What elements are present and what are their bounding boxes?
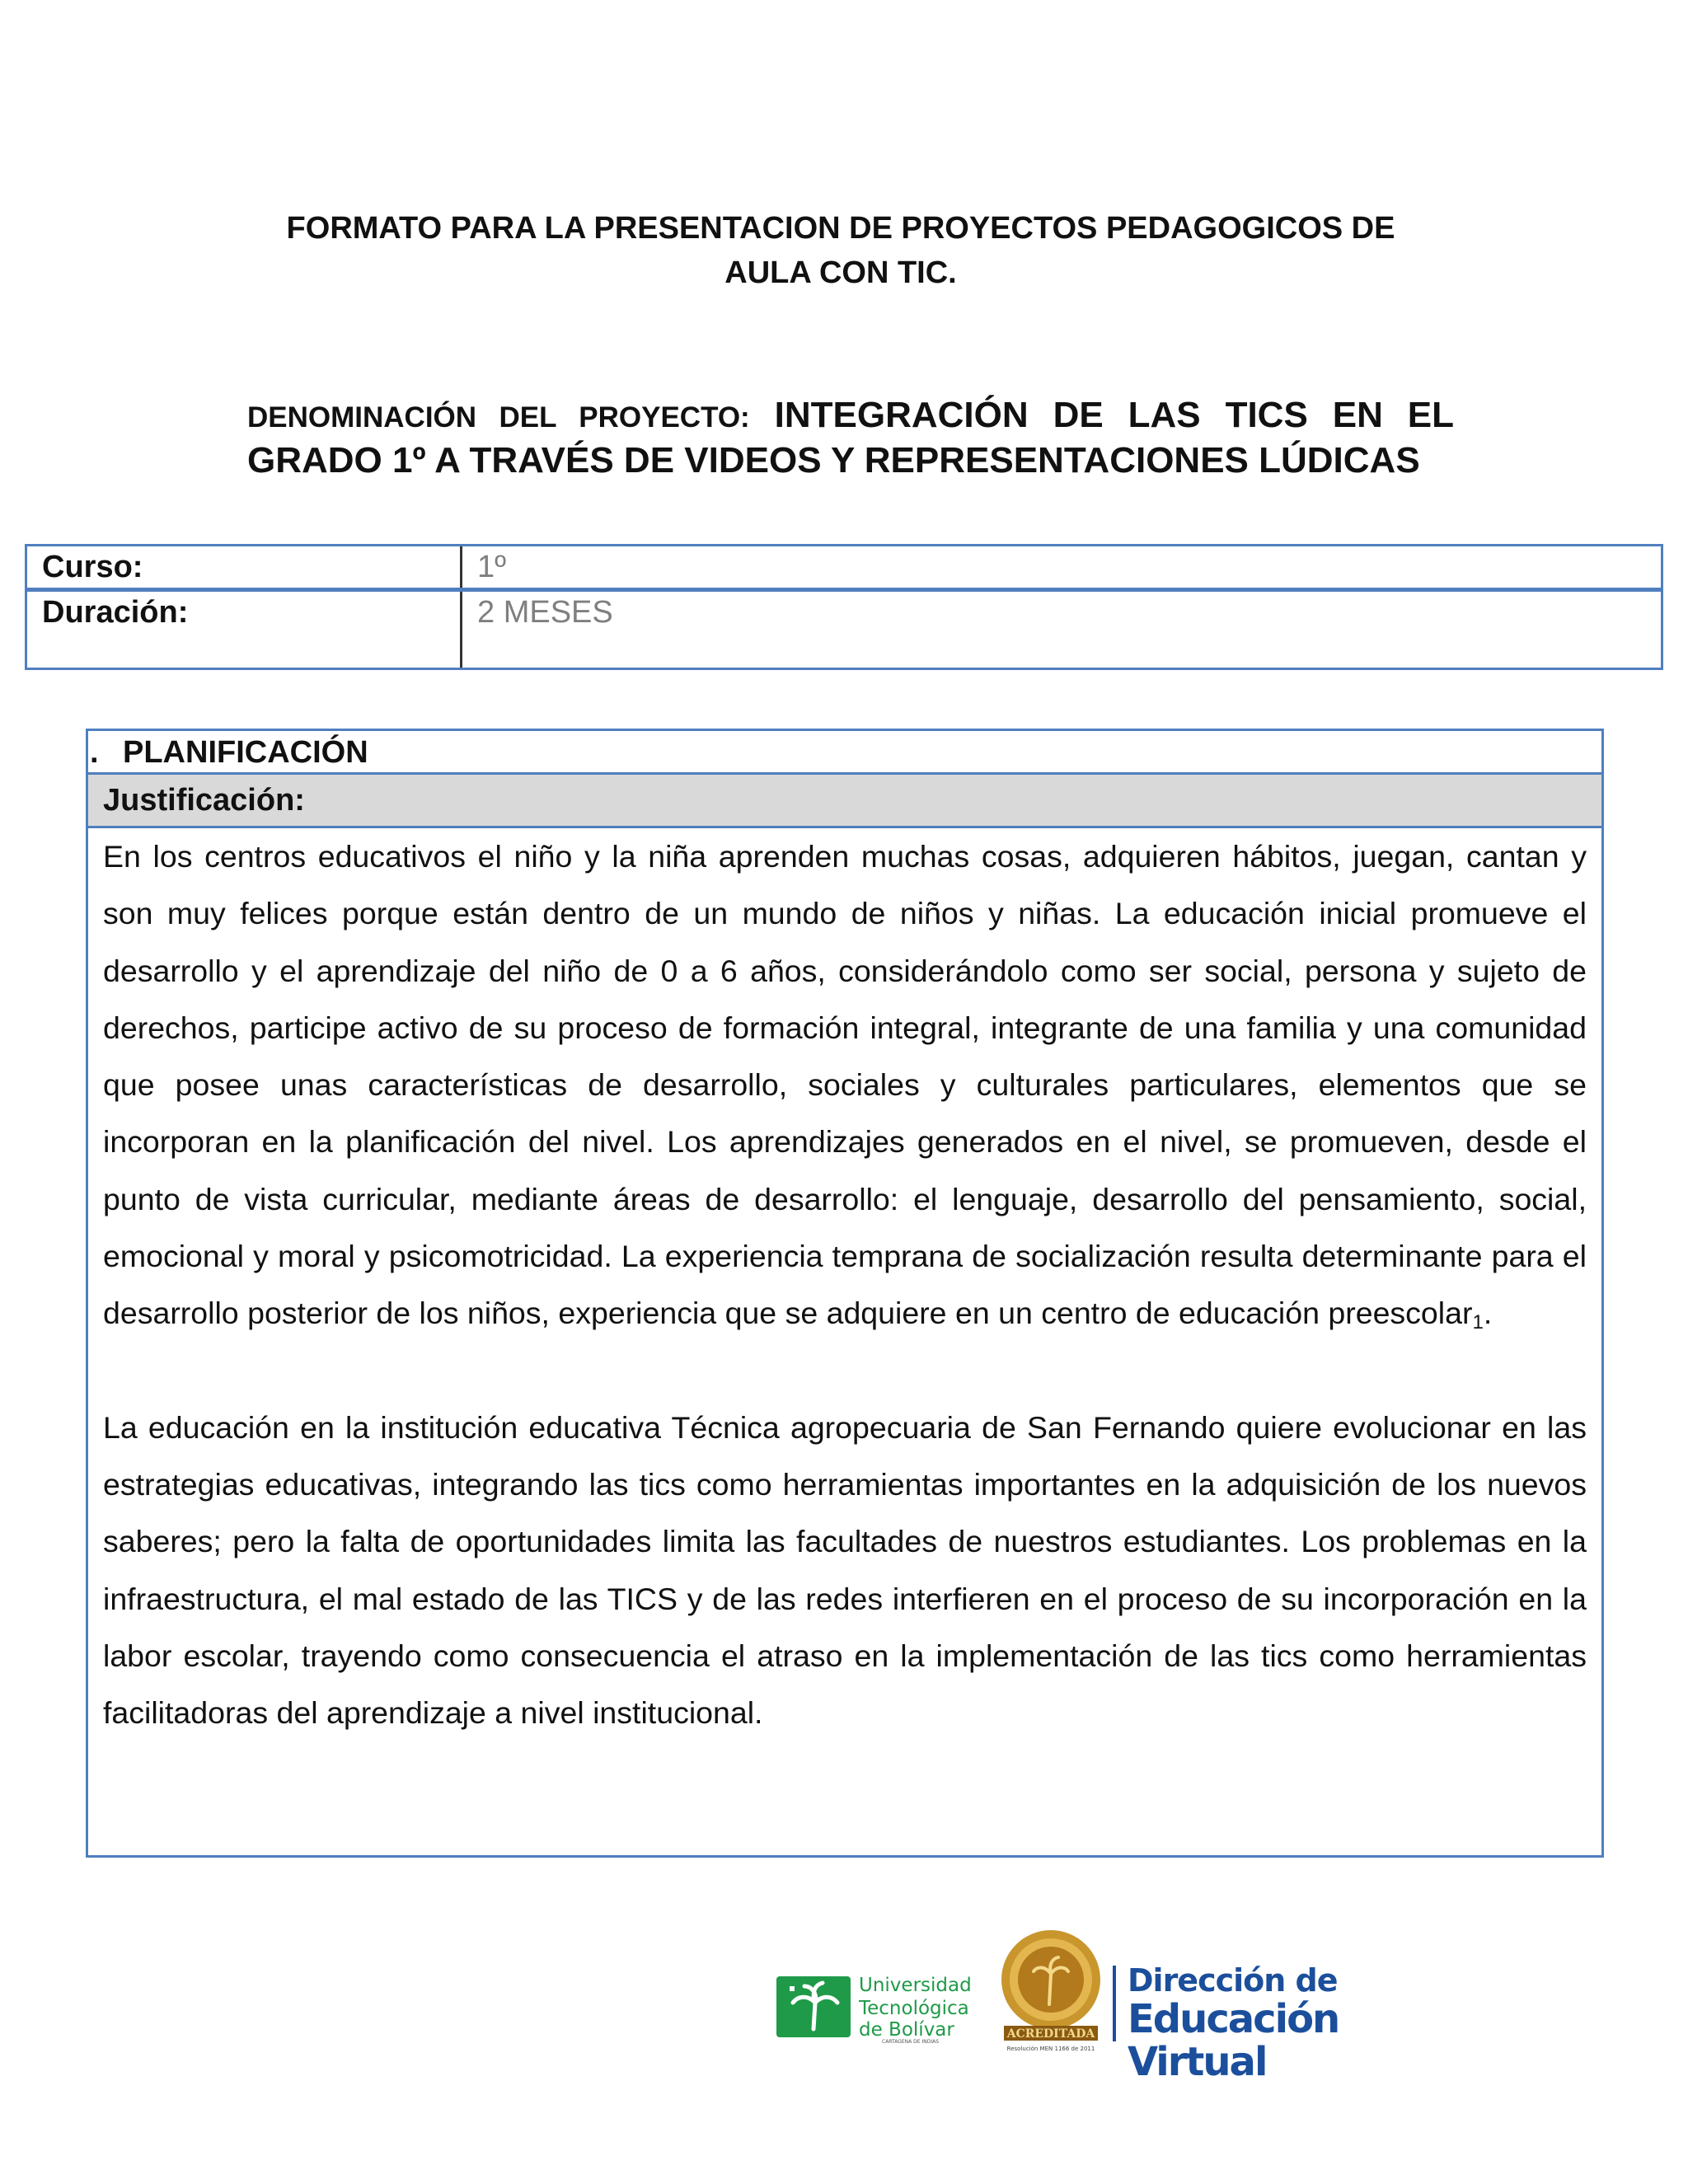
paragraph-1-end: . (1483, 1296, 1493, 1331)
duration-value: 2 MESES (477, 595, 613, 630)
project-name-block (247, 394, 1454, 482)
project-label: DENOMINACIÓN DEL PROYECTO: (247, 401, 750, 434)
virtual-education-line1: Dirección de (1128, 1962, 1338, 1999)
planning-section (86, 729, 1604, 1858)
utb-name-line2: Tecnológica (859, 1998, 969, 2019)
utb-logo (775, 1970, 985, 2044)
justification-body (88, 828, 1601, 1741)
accreditation-seal (997, 1929, 1104, 2056)
course-row (27, 546, 1661, 592)
course-value: 1º (477, 550, 507, 584)
duration-label: Duración: (27, 592, 462, 668)
paragraph-1-text: En los centros educativos el niño y la niña aprenden muchas cosas, adquieren hábitos, juegan, cantan y son muy felices porque están dentro de un mundo de niños y niñas. La educación inicial promueve el desarrollo y el aprendizaje del niño de 0 a 6 años, considerándolo como ser social, persona y sujeto de derechos, participe activo de su proceso de formación integral, integrante de una familia y una comunidad que posee unas características de desarrollo, sociales y culturales particulares, elementos que se incorporan en la planificación del nivel. Los aprendizajes generados en el nivel, se promueven, desde el punto de vista curricular, mediante áreas de desarrollo: el lenguaje, desarrollo del pensamiento, social, emocional y moral y psicomotricidad. La experiencia temprana de socialización resulta determinante para el desarrollo posterior de los niños, experiencia que se adquiere en un centro de educación preescolar (103, 839, 1587, 1331)
virtual-education-line2: Educación Virtual (1128, 1996, 1339, 2085)
planning-title: PLANIFICACIÓN (123, 735, 368, 770)
justification-paragraph-2: La educación en la institución educativa Técnica agropecuaria de San Fernando quiere evolucionar en las estrategias educativas, integrando las tics como herramientas importantes en la adquisición de los nuevos saberes; pero la falta de oportunidades limita las facultades de nuestros estudiantes. Los problemas en la infraestructura, el mal estado de las TICS y de las redes interfieren en el proceso de su incorporación en la labor escolar, trayendo como consecuencia el atraso en la implementación de las tics como herramientas facilitadoras del aprendizaje a nivel institucional. (103, 1409, 1587, 1731)
virtual-education-logo (1128, 1963, 1442, 2083)
project-name: INTEGRACIÓN DE LAS TICS EN EL GRADO 1º A TRAVÉS DE VIDEOS Y REPRESENTACIONES LÚDICAS (247, 395, 1454, 480)
course-label: Curso: (27, 546, 462, 588)
course-info-table (25, 544, 1663, 670)
footer-logos (775, 1929, 1442, 2085)
document-title-line1: FORMATO PARA LA PRESENTACION DE PROYECTOS PEDAGOGICOS DE (286, 211, 1395, 246)
planning-number: . (90, 735, 99, 770)
justification-header: Justificación: (88, 775, 1601, 828)
planning-header (88, 731, 1601, 775)
document-title-line2: AULA CON TIC. (724, 255, 957, 290)
utb-city: CARTAGENA DE INDIAS (882, 2039, 940, 2044)
utb-name-line1: Universidad (859, 1975, 972, 1996)
seal-band-text: ACREDITADA (1006, 2027, 1095, 2041)
duration-row (27, 592, 1661, 668)
justification-paragraph-1 (103, 828, 1587, 1343)
document-title (231, 206, 1451, 295)
logo-divider (1113, 1966, 1116, 2041)
seal-caption: Resolución MEN 1166 de 2011 (1006, 2046, 1095, 2052)
utb-name-line3: de Bolívar (859, 2019, 954, 2041)
footnote-reference: 1 (1472, 1311, 1484, 1334)
